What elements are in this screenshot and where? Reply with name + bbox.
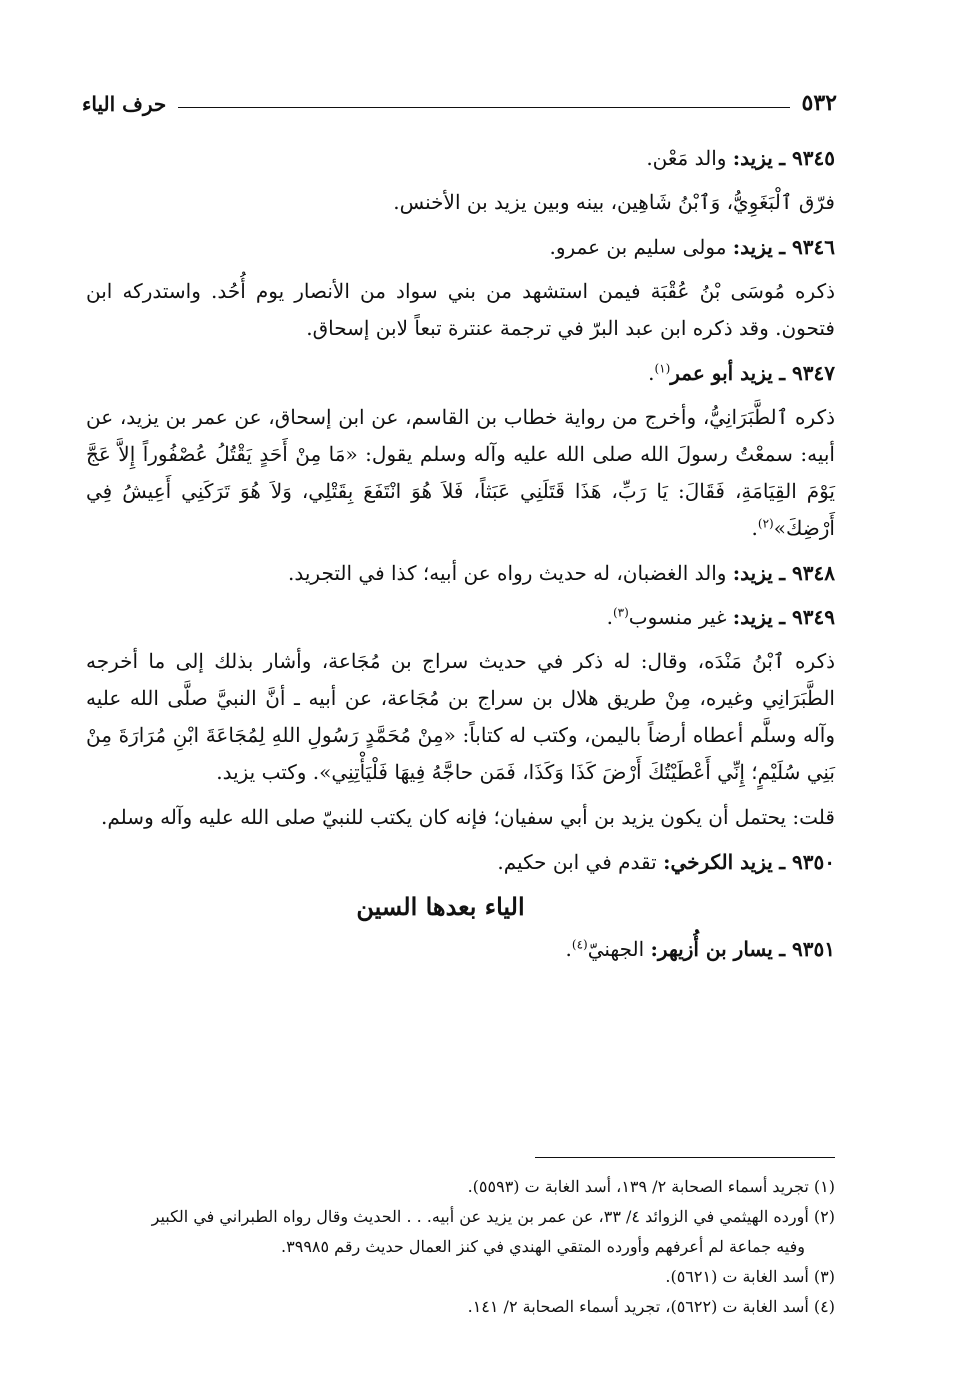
entry-number: ٩٣٤٩ ـ [779,605,835,629]
footnote-ref: (١) [654,361,671,376]
entry-number: ٩٣٥١ ـ [779,937,835,961]
footnote: (٤) أسد الغابة ت (٥٦٢٢)، تجريد أسماء الصحابة ٢/ ١٤١. [467,1297,835,1316]
page-number: ٥٣٢ [801,90,837,116]
footnote-separator [535,1157,835,1158]
section-heading: الياء بعدها السين [356,892,525,921]
entry-end: . [565,937,572,961]
entry-name: يزيد: [732,146,773,170]
footnote-ref: (٢) [757,516,774,531]
footnotes [86,1172,835,1322]
entry-number: ٩٣٤٥ ـ [779,146,835,170]
footnote: (١) تجريد أسماء الصحابة ٢/ ١٣٩، أسد الغابة ت (٥٥٩٣). [467,1177,835,1196]
entry-text: . [648,361,655,385]
footnote-ref: (٣) [612,605,629,620]
entry-9351 [86,931,835,968]
page-header [82,82,837,116]
entry-name: يزيد الكرخي: [663,850,773,874]
entry-9347 [86,355,835,392]
paragraph: فرّق ٱلْبَغَوِيُّ، وَٱبْنُ شَاهِين، بينه وبين يزيد بن الأخنس. [393,190,835,214]
running-title: حرف الياء [82,92,167,116]
footnote-ref: (٤) [571,937,588,952]
header-rule [178,107,789,108]
paragraph-text: ذكره ٱلطَّبَرَانِيُّ، وأخرج من رواية خطاب بن القاسم، عن ابن إسحاق، عن عمر بن يزيد، عن أبيه: سمعْتُ رسولَ الله صلى الله عليه وآله وسلم يقول: «مَا مِنْ أَحَدٍ يَقْتُلُ عُصْفُوراً إِلاَّ عَجَّ يَوْمَ القِيَامَةِ، فَقَالَ: يَا رَبِّ، هَذَا قَتَلَنِي عَبَثاً، فَلاَ هُوَ انْتَفَعَ بِقَتْلِي، وَلاَ هُوَ تَرَكَنِي أَعِيشُ فِي أَرْضِكَ» [86,405,835,540]
entry-name: يسار بن أُزيهر: [650,937,773,961]
entry-name: يزيد: [732,561,773,585]
entry-text: والد الغضبان، له حديث رواه عن أبيه؛ كذا في التجريد. [287,561,727,585]
entry-number: ٩٣٤٦ ـ [779,235,835,259]
entry-text: مولى سليم بن عمرو. [549,235,727,259]
entry-9348 [86,555,835,592]
entry-text: الجهنيّ [587,937,645,961]
entry-9346 [86,229,835,266]
footnote-continuation: وفيه جماعة لم أعرفهم وأورده المتقي الهندي في كنز العمال حديث رقم ٣٩٩٨٥. [281,1237,805,1256]
paragraph: ذكره ٱبْنُ مَنْدَه، وقال: له ذكر في حديث سراج بن مُجَاعة، وأشار بذلك إلى ما أخرجه الطَّبَرَانِي وغيره، مِنْ طريق هلال بن سراج بن مُجَاعة، عن أبيه ـ أنَّ النبيَّ صلَّى الله عليه وآله وسلَّم أعطاه أرضاً باليمن، وكتب له كتاباً: «مِنْ مُحَمَّدٍ رَسُولِ اللهِ لِمُجَاعَةَ ابْنِ مُرَارَةَ مِنْ بَنِي سُلَيْمٍ؛ إِنِّي أَعْطَيْتُكَ أَرْضَ كَذَا وَكَذَا، فَمَن حاجَّهُ فِيهَا فَلْيَأْتِنِي». وكتب يزيد. [86,649,835,784]
entry-text: والد مَعْن. [646,146,727,170]
entry-text: تقدم في ابن حكيم. [497,850,657,874]
entry-name: يزيد: [732,605,773,629]
paragraph-end: . [751,516,758,540]
entry-9349 [86,599,835,636]
entry-end: . [606,605,613,629]
entry-name: يزيد أبو عمر [670,361,773,385]
paragraph [86,399,835,547]
paragraph: قلت: يحتمل أن يكون يزيد بن أبي سفيان؛ فإنه كان يكتب للنبيّ صلى الله عليه وآله وسلم. [101,805,835,829]
main-text [86,140,835,975]
paragraph: ذكره مُوسَى بْنُ عُقْبَة فيمن استشهد من بني سواد من الأنصار يوم أُحُد. واستدركه ابن فتحون. وقد ذكره ابن عبد البرّ في ترجمة عنترة تبعاً لابن إسحاق. [86,279,835,340]
footnote: (٢) أورده الهيثمي في الزوائد ٤/ ٣٣، عن عمر بن يزيد عن أبيه. . . الحديث وقال رواه الطبراني في الكبير [151,1207,835,1226]
entry-number: ٩٣٤٧ ـ [779,361,835,385]
entry-number: ٩٣٥٠ ـ [779,850,835,874]
entry-9345 [86,140,835,177]
entry-9350 [86,844,835,881]
footnote: (٣) أسد الغابة ت (٥٦٢١). [665,1267,835,1286]
entry-number: ٩٣٤٨ ـ [779,561,835,585]
entry-name: يزيد: [732,235,773,259]
entry-text: غير منسوب [628,605,727,629]
